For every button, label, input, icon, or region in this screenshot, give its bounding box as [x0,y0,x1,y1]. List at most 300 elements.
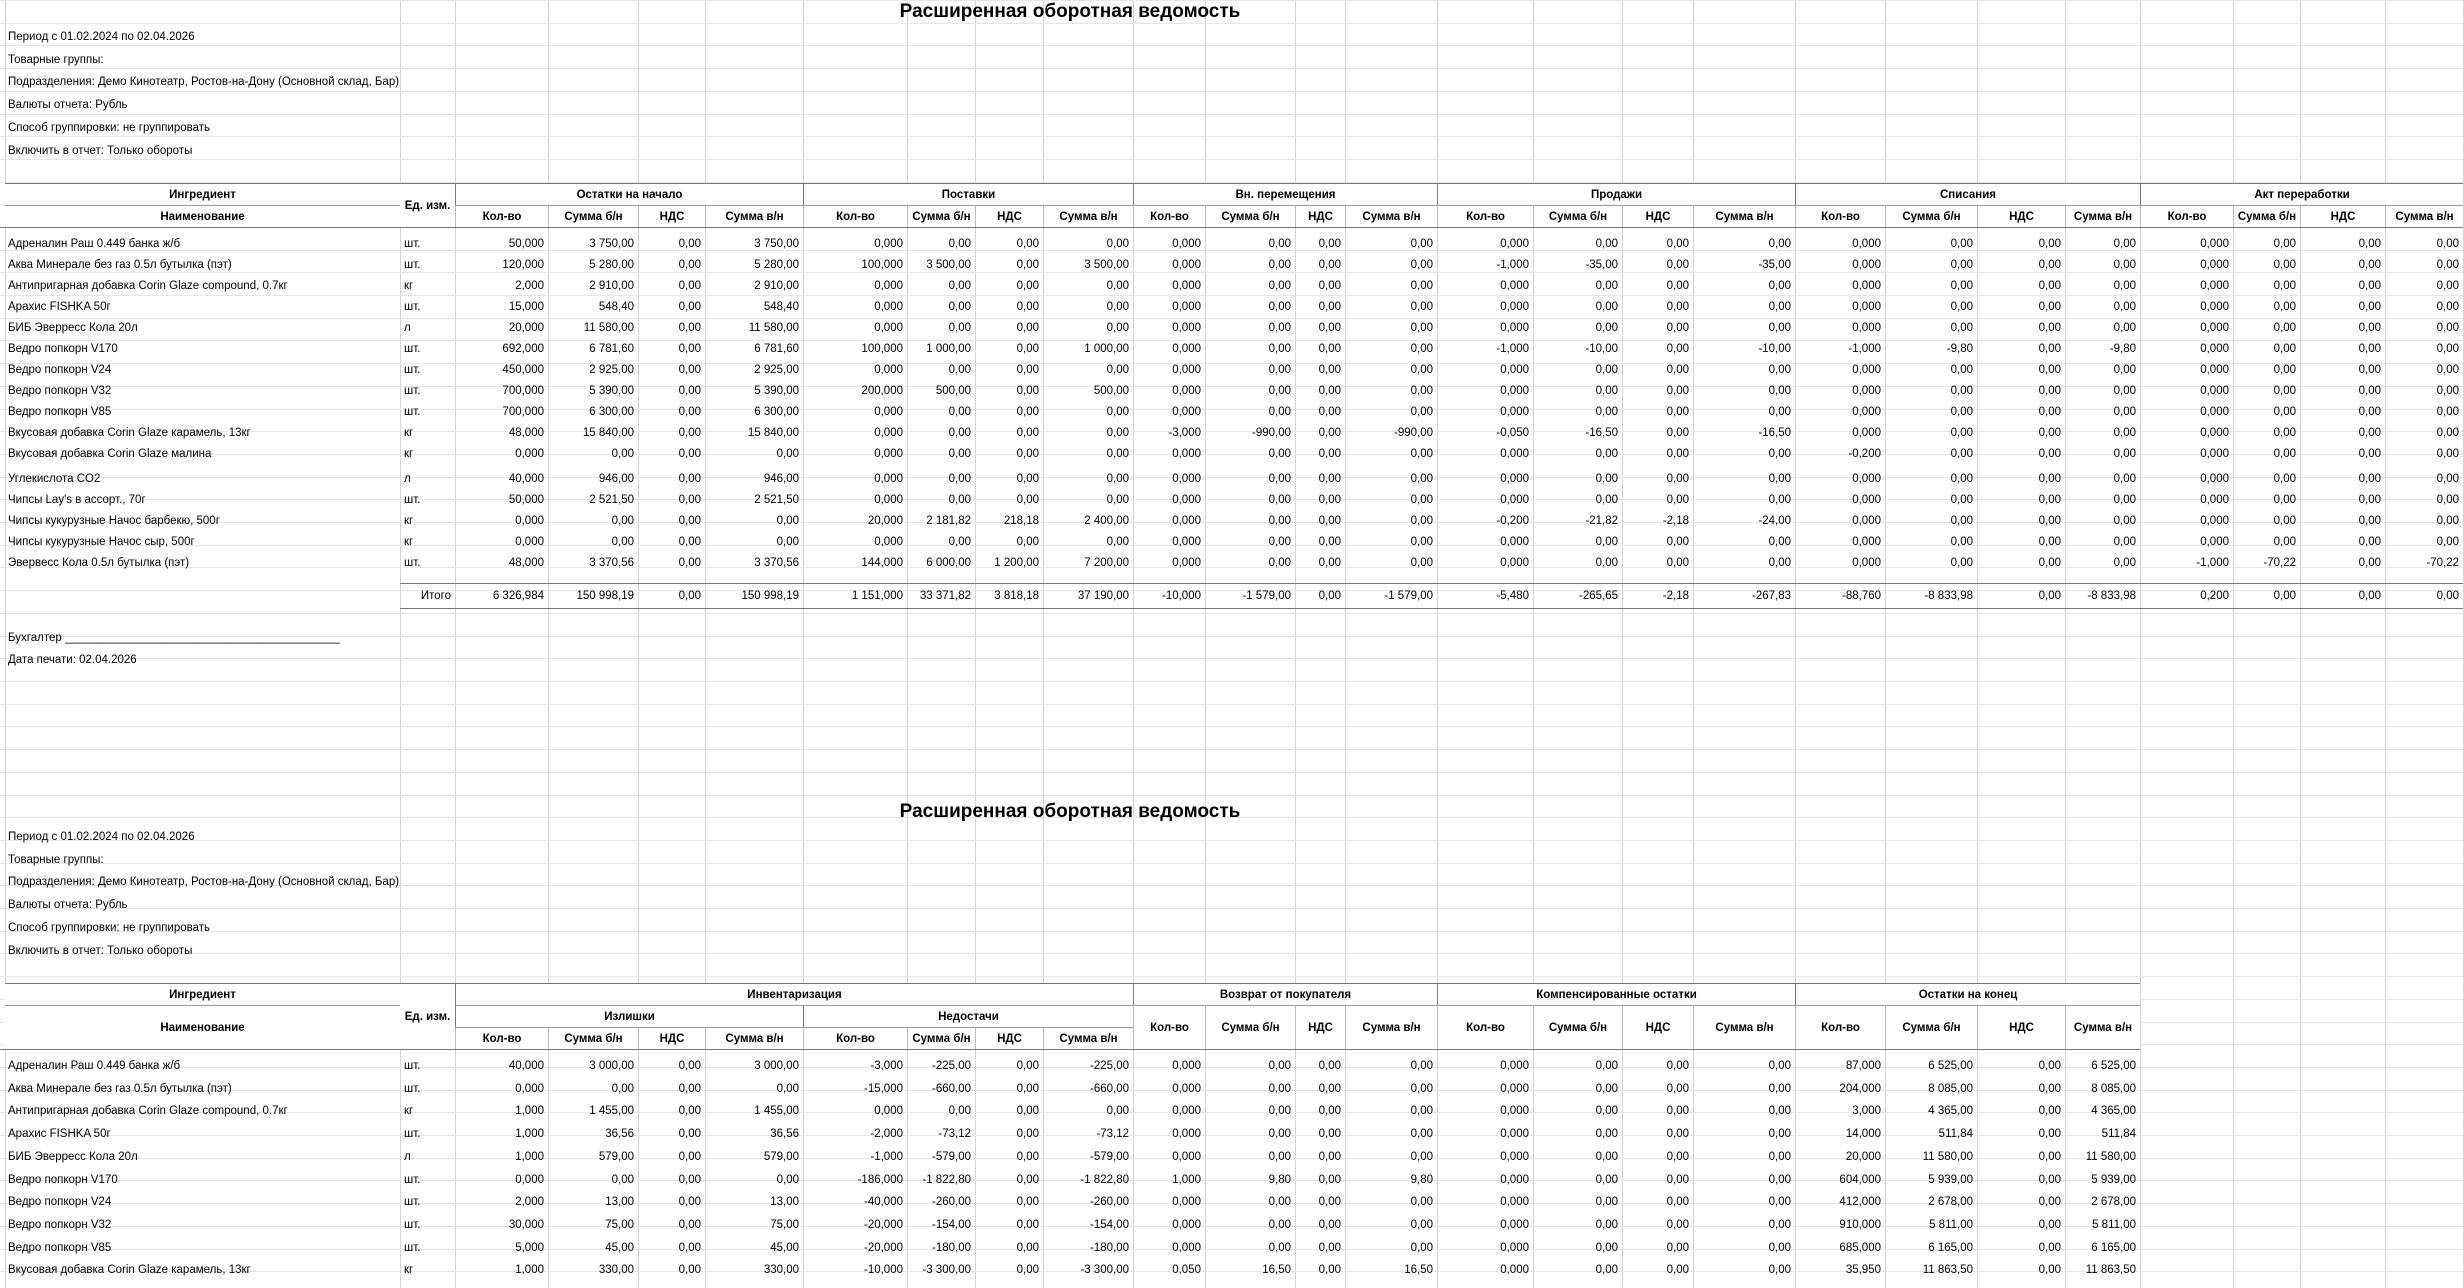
row-value: 120,000 [502,259,544,271]
row-value: -3,000 [1168,427,1201,439]
header-sub: Сумма б/н [548,205,638,227]
row-value: -579,00 [1089,1150,1129,1163]
row-value: 0,00 [2038,280,2061,292]
row-value: 0,000 [1172,364,1201,376]
row-value: 5 939,00 [1928,1173,1973,1186]
total-value: 6 326,984 [492,590,544,602]
row-name: Адреналин Раш 0.449 банка ж/б [8,1060,181,1072]
row-unit: л [404,473,411,485]
row-value: 6 000,00 [926,557,971,569]
row-value: 100,000 [861,259,903,271]
row-value: 0,00 [1318,1196,1341,1209]
row-value: 0,000 [2200,343,2229,355]
row-value: 0,00 [1106,406,1129,418]
row-value: 0,00 [1268,1105,1291,1118]
row-value: 0,00 [1768,1105,1791,1118]
row-value: 2 400,00 [1084,515,1129,527]
row-value: 0,00 [1318,1150,1341,1163]
row-value: 0,000 [2200,280,2229,292]
row-value: 0,00 [2436,515,2459,527]
row-value: 0,000 [1852,427,1881,439]
row-value: 0,000 [874,448,903,460]
row-value: 0,00 [1768,238,1791,250]
row-value: -9,80 [2109,343,2136,355]
row-value: 0,00 [1595,448,1618,460]
row-value: 11 580,00 [748,322,799,334]
row-value: 0,00 [2038,1173,2061,1186]
row-value: 0,00 [1318,536,1341,548]
row-value: 16,50 [1404,1264,1433,1277]
row-value: 0,00 [1950,259,1973,271]
row-value: 0,00 [2358,406,2381,418]
row-value: -10,000 [863,1264,903,1277]
row-value: 0,00 [1016,536,1039,548]
row-value: 0,00 [1666,364,1689,376]
row-value: 0,00 [2273,448,2296,460]
row-value: 0,000 [874,494,903,506]
row-value: 0,00 [2113,301,2136,313]
header-ingredient: Ингредиент [5,183,400,205]
header-sub: НДС [1622,205,1693,227]
row-value: 0,00 [1016,448,1039,460]
header-sub: Сумма в/н [705,205,803,227]
grid-line [0,772,2463,773]
row-value: 0,00 [776,1173,799,1186]
row-value: -35,00 [1585,259,1618,271]
row-value: 0,000 [1172,1196,1201,1209]
row-value: 0,00 [1268,343,1291,355]
row-value: 0,00 [2038,343,2061,355]
header-sub: Сумма в/н [1693,1005,1795,1049]
row-value: 0,00 [678,1218,701,1231]
row-value: 2,000 [515,280,544,292]
row-value: 3 750,00 [754,238,799,250]
row-value: 0,00 [1410,473,1433,485]
report-title: Расширенная оборотная ведомость [899,1,1241,22]
row-value: -3 300,00 [1080,1264,1129,1277]
row-value: 6 300,00 [589,406,634,418]
row-value: 45,00 [605,1241,634,1254]
row-value: 0,00 [1768,1218,1791,1231]
row-value: 48,000 [508,557,544,569]
row-value: 0,00 [1768,385,1791,397]
header-sub: НДС [975,1027,1043,1049]
row-value: -24,00 [1758,515,1791,527]
row-value: 200,000 [861,385,903,397]
row-value: 0,00 [678,448,701,460]
row-value: 0,00 [1666,427,1689,439]
row-name: Чипсы Lay's в ассорт., 70г [8,494,146,506]
row-value: 0,000 [1852,557,1881,569]
row-value: 0,00 [1768,1128,1791,1141]
row-value: 0,00 [1268,385,1291,397]
row-value: 692,000 [502,343,544,355]
row-value: 3 500,00 [1084,259,1129,271]
row-value: 0,00 [1410,343,1433,355]
row-value: 0,000 [2200,385,2229,397]
row-value: 2 925,00 [589,364,634,376]
row-value: 0,00 [1016,1196,1039,1209]
row-unit: шт. [404,494,421,506]
row-value: 548,40 [763,301,799,313]
grid-line [0,749,2463,750]
row-value: 0,00 [2273,515,2296,527]
row-value: 0,000 [1500,1060,1529,1072]
row-value: 0,00 [1666,238,1689,250]
row-value: 11 580,00 [1922,1150,1973,1163]
row-value: 0,00 [2273,427,2296,439]
row-name: Вкусовая добавка Corin Glaze карамель, 13кг [8,1264,251,1277]
header-sub: Сумма б/н [1885,1005,1977,1049]
row-value: 0,00 [1768,494,1791,506]
row-value: 35,950 [1845,1264,1881,1277]
row-value: 0,00 [1106,301,1129,313]
row-value: 0,00 [611,1082,634,1095]
total-value: 0,00 [2273,590,2296,602]
row-value: 0,000 [1852,238,1881,250]
row-value: 0,00 [1768,536,1791,548]
row-value: 0,00 [678,280,701,292]
row-value: 0,00 [1595,494,1618,506]
row-value: 0,00 [1595,1173,1618,1186]
row-value: 0,000 [1172,1082,1201,1095]
row-value: 0,00 [1106,448,1129,460]
row-value: 0,00 [1666,1105,1689,1118]
header-sub: Кол-во [1795,205,1885,227]
row-value: 0,00 [678,385,701,397]
total-value: 0,00 [678,590,701,602]
row-value: 0,000 [2200,473,2229,485]
row-value: 0,000 [515,515,544,527]
row-value: 0,00 [1666,1128,1689,1141]
header-unit: Ед. изм. [400,983,455,1049]
row-value: -1 822,80 [1080,1173,1129,1186]
row-value: 0,00 [1410,280,1433,292]
row-value: 0,00 [678,557,701,569]
row-value: -40,000 [863,1196,903,1209]
row-value: 5 811,00 [2092,1218,2136,1231]
row-value: 0,00 [1595,1264,1618,1277]
total-bottom-rule [400,608,2463,609]
header-group: Продажи [1437,183,1795,205]
row-value: 0,000 [2200,259,2229,271]
row-value: 0,00 [2436,448,2459,460]
row-value: 100,000 [861,343,903,355]
row-value: 0,00 [2038,1128,2061,1141]
row-value: 0,00 [2038,385,2061,397]
total-top-rule [400,583,2463,584]
row-value: 0,00 [1410,1060,1433,1072]
row-value: 0,000 [1500,557,1529,569]
total-value: -1 579,00 [1384,590,1433,602]
row-name: Эвервесс Кола 0.5л бутылка (пэт) [8,557,190,569]
total-value: -5,480 [1496,590,1529,602]
row-value: 604,000 [1839,1173,1881,1186]
grid-line [0,681,2463,682]
row-value: 0,000 [1172,1128,1201,1141]
row-value: 0,00 [678,1128,701,1141]
row-value: 0,000 [1500,1196,1529,1209]
row-value: -2,000 [870,1128,903,1141]
row-value: 0,00 [1318,322,1341,334]
row-value: 0,00 [678,343,701,355]
row-value: 2 678,00 [1928,1196,1973,1209]
row-value: 0,00 [2436,301,2459,313]
row-value: 0,00 [1950,536,1973,548]
row-value: 0,00 [2358,385,2381,397]
header-sub: Кол-во [1795,1005,1885,1049]
row-value: 0,00 [1768,322,1791,334]
row-value: 0,00 [1595,322,1618,334]
row-value: 0,00 [948,1105,971,1118]
total-value: -10,000 [1161,590,1201,602]
row-value: 0,00 [1268,406,1291,418]
row-value: 0,00 [1950,301,1973,313]
row-value: 1 200,00 [994,557,1039,569]
row-value: 0,00 [1268,238,1291,250]
row-value: 579,00 [598,1150,634,1163]
row-value: 0,00 [1768,1241,1791,1254]
row-value: 0,00 [2358,301,2381,313]
row-value: 0,000 [1172,406,1201,418]
row-value: 0,00 [678,494,701,506]
row-value: 2 925,00 [754,364,799,376]
row-value: 48,000 [508,427,544,439]
row-value: 0,00 [1410,406,1433,418]
row-value: 0,000 [2200,322,2229,334]
row-value: -20,000 [863,1218,903,1231]
row-value: 40,000 [508,473,544,485]
header-sub: Сумма в/н [1345,205,1437,227]
row-value: 0,00 [1106,536,1129,548]
total-value: 33 371,82 [919,590,971,602]
row-value: 87,000 [1845,1060,1881,1072]
row-value: 0,00 [1768,557,1791,569]
report-title: Расширенная оборотная ведомость [899,801,1241,822]
row-unit: л [404,322,411,334]
row-value: -2,18 [1662,515,1689,527]
row-value: 6 165,00 [1928,1241,1973,1254]
row-value: 3 370,56 [754,557,799,569]
row-value: 0,00 [2273,343,2296,355]
row-value: 500,00 [935,385,971,397]
row-value: 1,000 [515,1264,544,1277]
row-value: 0,00 [2113,494,2136,506]
row-value: 0,00 [948,536,971,548]
header-sub: Сумма в/н [2385,205,2463,227]
report-meta-line: Товарные группы: [8,853,104,866]
row-value: 0,00 [2038,1218,2061,1231]
row-value: 11 863,50 [2085,1264,2136,1277]
row-value: 0,00 [678,406,701,418]
row-value: 0,000 [874,322,903,334]
header-sub: Сумма в/н [1693,205,1795,227]
row-unit: шт. [404,1128,421,1141]
row-value: 0,00 [1768,473,1791,485]
header-group: Списания [1795,183,2140,205]
row-value: 3 000,00 [589,1060,634,1072]
row-value: 0,00 [1666,1218,1689,1231]
row-value: 0,00 [1268,494,1291,506]
row-value: 0,000 [1500,473,1529,485]
row-value: 0,00 [948,427,971,439]
row-value: 0,00 [2436,536,2459,548]
row-value: 0,00 [1318,1264,1341,1277]
row-value: 0,00 [1016,1105,1039,1118]
header-sub: НДС [2300,205,2385,227]
row-value: 20,000 [867,515,903,527]
row-value: 0,00 [2038,406,2061,418]
accountant-signature: Бухгалтер ___________________________________________ [8,632,340,644]
row-value: -180,00 [931,1241,971,1254]
row-value: 0,00 [2436,406,2459,418]
header-sub: Сумма в/н [1345,1005,1437,1049]
row-name: Арахис FISHKA 50г [8,1128,111,1141]
row-value: 0,000 [1500,1150,1529,1163]
row-value: 0,00 [1268,301,1291,313]
report-meta-line: Подразделения: Демо Кинотеатр, Ростов-на-Дону (Основной склад, Бар) [8,76,400,89]
row-value: 500,00 [1093,385,1129,397]
row-value: 0,000 [2200,406,2229,418]
row-value: 0,000 [1172,1150,1201,1163]
header-name: Наименование [5,1005,400,1049]
report-meta-line: Подразделения: Демо Кинотеатр, Ростов-на-Дону (Основной склад, Бар) [8,876,400,889]
row-value: 0,00 [2436,280,2459,292]
row-value: 0,000 [515,448,544,460]
row-value: -1 822,80 [922,1173,971,1186]
row-value: 0,00 [2038,1150,2061,1163]
row-value: -260,00 [931,1196,971,1209]
row-value: 0,00 [2436,494,2459,506]
row-unit: шт. [404,1082,421,1095]
row-value: 946,00 [598,473,634,485]
row-value: 0,00 [2358,427,2381,439]
row-value: 0,00 [611,515,634,527]
row-value: 0,00 [1666,1264,1689,1277]
row-value: 0,00 [2113,515,2136,527]
row-value: 0,00 [1950,473,1973,485]
grid-line [0,726,2463,727]
row-value: 0,00 [1595,280,1618,292]
row-value: 0,00 [1318,557,1341,569]
row-name: Ведро попкорн V32 [8,1218,112,1231]
row-value: -21,82 [1585,515,1618,527]
row-value: 14,000 [1845,1128,1881,1141]
row-value: 5 280,00 [754,259,799,271]
row-name: Ведро попкорн V32 [8,385,112,397]
row-value: 1,000 [515,1150,544,1163]
report-meta-line: Валюты отчета: Рубль [8,899,128,912]
header-sub: НДС [638,205,705,227]
row-value: 0,00 [2038,364,2061,376]
row-value: 0,00 [1318,515,1341,527]
row-value: -10,00 [1758,343,1791,355]
row-value: 0,000 [1500,301,1529,313]
row-value: 579,00 [763,1150,799,1163]
total-value: 1 151,000 [851,590,903,602]
row-value: -260,00 [1089,1196,1129,1209]
row-value: 0,00 [678,1241,701,1254]
row-value: 2 521,50 [754,494,799,506]
row-value: 0,00 [1595,473,1618,485]
row-value: 0,00 [1666,343,1689,355]
header-sub: Сумма в/н [1043,1027,1133,1049]
row-value: -1,000 [1496,343,1529,355]
row-value: 0,00 [1410,1150,1433,1163]
row-value: 0,00 [2358,515,2381,527]
row-value: 0,000 [515,1173,544,1186]
row-value: 330,00 [763,1264,799,1277]
row-value: 0,00 [1410,1241,1433,1254]
row-value: 0,000 [1852,259,1881,271]
row-name: Арахис FISHKA 50г [8,301,111,313]
row-value: 0,00 [1106,364,1129,376]
row-value: 50,000 [508,494,544,506]
row-value: 0,000 [874,280,903,292]
row-value: 0,000 [874,238,903,250]
row-value: 700,000 [502,406,544,418]
row-value: 0,000 [1852,536,1881,548]
row-name: Чипсы кукурузные Начос барбекю, 500г [8,515,220,527]
row-value: -70,22 [2426,557,2459,569]
row-value: 20,000 [1845,1150,1881,1163]
row-value: 0,00 [2273,494,2296,506]
row-value: 0,00 [1318,1128,1341,1141]
row-value: 0,000 [1500,280,1529,292]
row-value: 0,000 [874,301,903,313]
row-value: 0,00 [1950,364,1973,376]
grid-line [0,795,2463,796]
row-value: 0,00 [678,238,701,250]
header-sub: НДС [1295,1005,1345,1049]
grid-line [0,613,2463,614]
row-value: 0,00 [1016,1150,1039,1163]
header-sub: Сумма б/н [1205,205,1295,227]
row-value: 0,00 [1268,536,1291,548]
row-value: 0,00 [1595,385,1618,397]
row-value: 0,00 [948,494,971,506]
row-value: 0,00 [1595,1105,1618,1118]
row-value: 6 781,60 [754,343,799,355]
row-value: 0,00 [2038,1241,2061,1254]
row-value: 0,00 [948,364,971,376]
row-value: 0,00 [1268,448,1291,460]
row-value: 0,00 [1410,364,1433,376]
row-value: 0,00 [1318,238,1341,250]
row-value: 0,000 [1172,259,1201,271]
header-ingredient: Ингредиент [5,983,400,1005]
header-group: Акт переработки [2140,183,2463,205]
row-value: 0,00 [1768,301,1791,313]
row-value: 0,00 [1318,301,1341,313]
row-unit: кг [404,1264,414,1277]
row-value: 0,00 [1410,322,1433,334]
row-value: 0,000 [874,473,903,485]
row-value: 0,000 [1852,494,1881,506]
row-value: 0,00 [2273,364,2296,376]
row-unit: шт. [404,343,421,355]
row-value: 0,00 [1318,1082,1341,1095]
row-value: 0,00 [678,1150,701,1163]
row-value: 13,00 [770,1196,799,1209]
header-sub: Сумма б/н [1533,205,1622,227]
row-value: 6 525,00 [1928,1060,1973,1072]
row-value: 0,00 [2038,238,2061,250]
row-value: 0,00 [2038,536,2061,548]
row-value: 0,000 [2200,238,2229,250]
grid-line [0,658,2463,659]
row-value: 0,00 [2273,280,2296,292]
